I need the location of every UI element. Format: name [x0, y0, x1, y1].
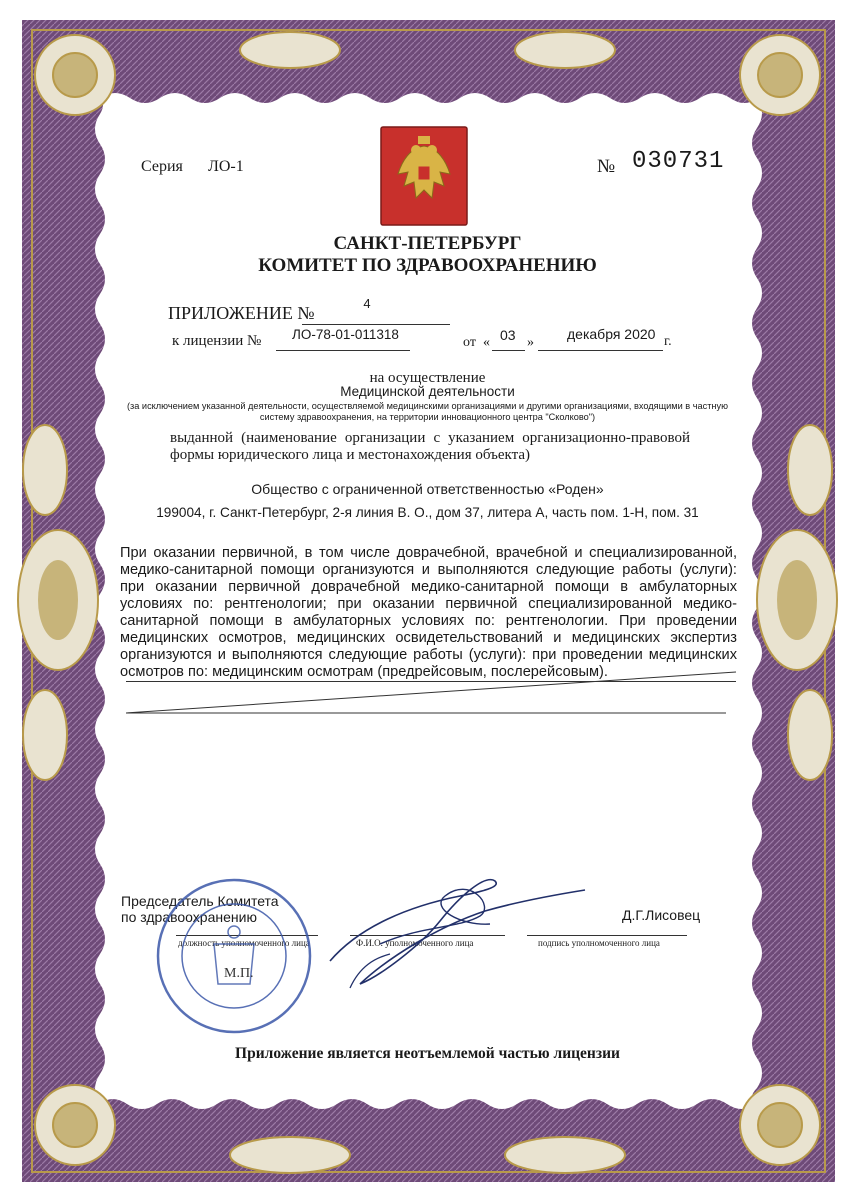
signatory-name: Д.Г.Лисовец	[622, 907, 701, 923]
from-label: от	[463, 335, 476, 350]
caption-fio: Ф.И.О. уполномоченного лица	[356, 938, 474, 948]
organization-name: Общество с ограниченной ответственностью «Роден»	[251, 481, 604, 497]
coat-of-arms-emblem	[380, 126, 468, 226]
stamp-mp-label: М.П.	[224, 966, 254, 981]
appendix-label: ПРИЛОЖЕНИЕ №	[168, 303, 315, 323]
series-value: ЛО-1	[208, 158, 244, 175]
appendix-number: 4	[363, 296, 371, 311]
handwritten-signature	[320, 866, 590, 996]
caption-position: должность уполномоченного лица	[178, 938, 310, 948]
footer-statement: Приложение является неотъемлемой частью лицензии	[235, 1045, 620, 1062]
series-label: Серия	[141, 158, 183, 175]
blank-number: 030731	[632, 148, 725, 175]
quote-close: »	[527, 335, 534, 350]
activity-note: (за исключением указанной деятельности, осуществляемой медицинскими организациями и другими организациями, входящими в частную систему здравоохранения, на территории инновационного центра "Сколково")	[127, 401, 728, 422]
works-services-text: При оказании первичной, в том числе доврачебной, врачебной и специализированной, медико-санитарной помощи организуются и выполняются следующие работы (услуги): при оказании первичной доврачебной медико-санитарной помощи в амбулаторных условиях по: рентгенологии; при оказании первичной специализированной медико-санитарной помощи в амбулаторных условиях по: рентгенологии. При проведении медицинских осмотров, медицинских освидетельствований и медицинских экспертиз организуются и выполняются следующие работы (услуги): при проведении медицинских осмотров по: медицинским осмотрам (предрейсовым, послерейсовым).	[120, 545, 737, 680]
license-month-year: декабря 2020	[567, 326, 656, 342]
license-label: к лицензии №	[172, 333, 262, 349]
issued-label: выданной (наименование организации с указанием организационно-правовой формы юридического лица и местонахождения объекта)	[170, 430, 690, 463]
activity-title: Медицинской деятельности	[340, 384, 515, 399]
license-day: 03	[500, 327, 516, 343]
strike-through-line	[126, 670, 738, 716]
official-stamp-seal	[154, 876, 314, 1036]
quote-open: «	[483, 335, 490, 350]
number-sign: №	[597, 156, 616, 177]
year-suffix: г.	[664, 334, 672, 349]
license-number: ЛО-78-01-011318	[292, 327, 399, 342]
organization-address: 199004, г. Санкт-Петербург, 2-я линия В. О., дом 37, литера А, часть пом. 1-Н, пом. 31	[156, 505, 699, 520]
city-title: САНКТ-ПЕТЕРБУРГ	[333, 233, 522, 254]
position-line2: по здравоохранению	[121, 909, 257, 925]
activity-prefix: на осуществление	[369, 370, 486, 386]
committee-title: КОМИТЕТ ПО ЗДРАВООХРАНЕНИЮ	[258, 255, 597, 276]
caption-signature: подпись уполномоченного лица	[538, 938, 660, 948]
position-line1: Председатель Комитета	[121, 893, 279, 909]
